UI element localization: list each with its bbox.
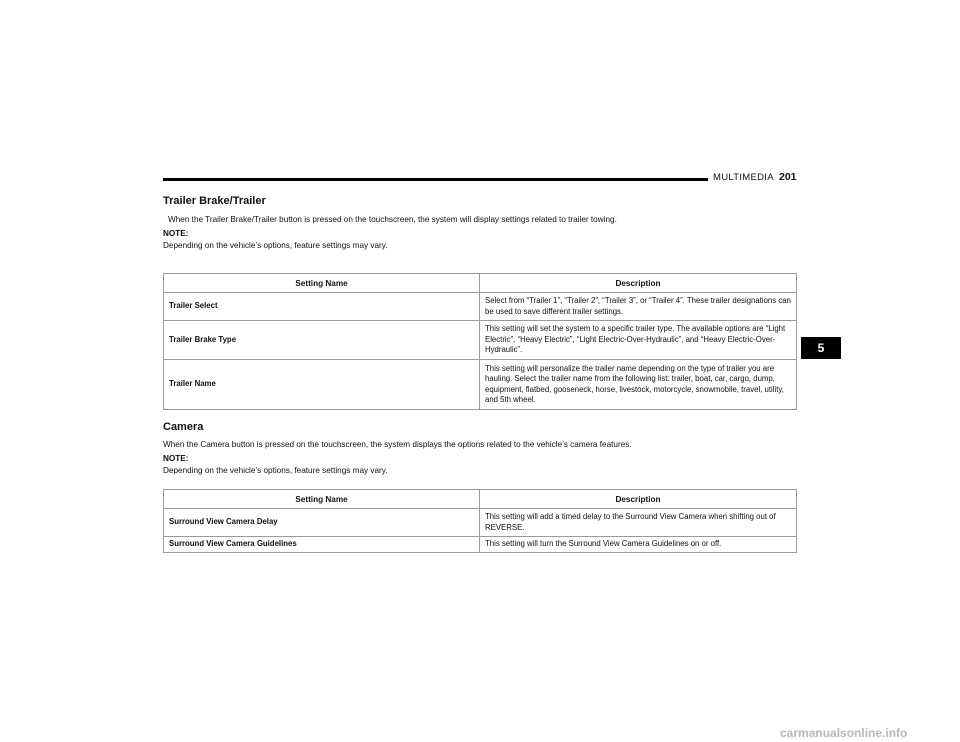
table-row (164, 509, 797, 537)
table-row (164, 360, 797, 410)
note-text: Depending on the vehicle’s options, feature settings may vary. (163, 241, 388, 250)
note-text: Depending on the vehicle’s options, feature settings may vary. (163, 466, 388, 475)
section-title-camera: Camera (163, 421, 204, 433)
section-intro-trailer: When the Trailer Brake/Trailer button is pressed on the touchscreen, the system will display settings related to trailer towing. (168, 215, 617, 224)
setting-name: Surround View Camera Delay (164, 509, 480, 537)
page-number: 201 (779, 171, 797, 183)
column-header-setting-name: Setting Name (164, 274, 480, 293)
column-header-description: Description (480, 274, 797, 293)
trailer-settings-table (163, 273, 797, 410)
note-label: NOTE: (163, 229, 189, 238)
setting-name: Surround View Camera Guidelines (164, 537, 480, 553)
chapter-tab: 5 (801, 337, 841, 359)
table-header-row (164, 490, 797, 509)
table-row (164, 537, 797, 553)
section-intro-camera: When the Camera button is pressed on the touchscreen, the system displays the options related to the vehicle’s camera features. (163, 440, 632, 449)
table-row (164, 321, 797, 360)
setting-description: This setting will personalize the trailer name depending on the type of trailer you are hauling. Select the trailer name from the following list: trailer, boat, car, cargo, dump, equipment, flatbed, gooseneck, horse, livestock, motorcycle, snowmobile, travel, utility, and 5th wheel. (480, 360, 797, 410)
column-header-description: Description (480, 490, 797, 509)
setting-description: This setting will set the system to a specific trailer type. The available options are “Light Electric”, “Heavy Electric”, “Light Electric-Over-Hydraulic”, and “Heavy Electric-Over-Hydraulic”. (480, 321, 797, 360)
table-row (164, 293, 797, 321)
note-label: NOTE: (163, 454, 189, 463)
table-header-row (164, 274, 797, 293)
setting-description: This setting will turn the Surround View Camera Guidelines on or off. (480, 537, 797, 553)
setting-name: Trailer Name (164, 360, 480, 410)
setting-description: Select from “Trailer 1”, “Trailer 2”, “Trailer 3”, or “Trailer 4”. These trailer designations can be used to save different trailer settings. (480, 293, 797, 321)
section-title-trailer: Trailer Brake/Trailer (163, 195, 266, 207)
running-header-section: MULTIMEDIA (713, 172, 774, 183)
setting-name: Trailer Brake Type (164, 321, 480, 360)
camera-settings-table (163, 489, 797, 553)
setting-description: This setting will add a timed delay to the Surround View Camera when shifting out of REVERSE. (480, 509, 797, 537)
column-header-setting-name: Setting Name (164, 490, 480, 509)
setting-name: Trailer Select (164, 293, 480, 321)
header-rule (163, 178, 708, 181)
watermark: carmanualsonline.info (780, 726, 908, 740)
